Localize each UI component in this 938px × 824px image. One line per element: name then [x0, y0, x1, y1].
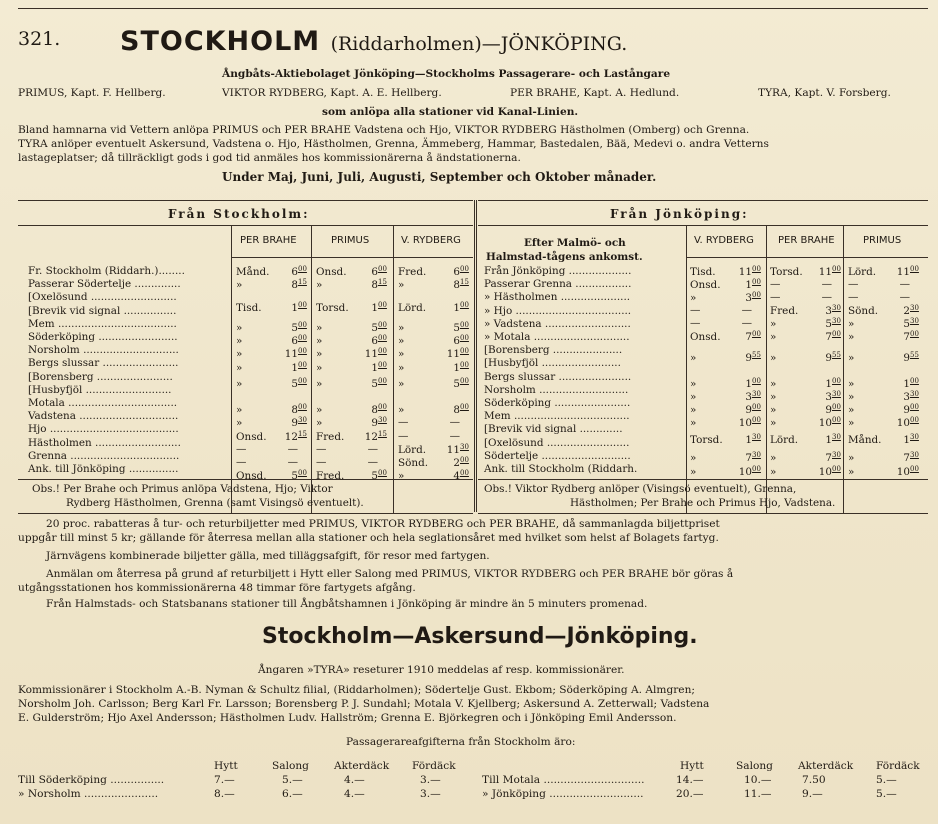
left-stop-15: Ank. till Jönköping ............... — [28, 463, 179, 475]
left-stop-11: Vadstena .............................. — [28, 410, 179, 423]
right-stop-4: » Vadstena .......................... — [484, 317, 631, 330]
fare-left-val-0-3: 3.— — [420, 774, 441, 786]
right-stop-14: Södertelje ........................... — [484, 449, 631, 462]
fare-left-dest-0: Till Söderköping ................ — [18, 774, 165, 786]
right-time-brahe-6: » $9^{55}$ — [770, 351, 841, 364]
section-title: Stockholm—Askersund—Jönköping. — [262, 624, 698, 649]
left-stop-0: Fr. Stockholm (Riddarh.)........ — [28, 265, 185, 277]
ship-brahe: PER BRAHE, Kapt. A. Hedlund. — [510, 87, 680, 99]
left-time-primus-9: » $9^{30}$ — [316, 416, 387, 429]
right-time-brahe-13: » $10^{00}$ — [770, 465, 841, 478]
right-time-primus-5: » $7^{00}$ — [848, 330, 919, 343]
malmo-note-2: Halmstad-tågens ankomst. — [486, 251, 643, 263]
left-time-brahe-4: » $6^{00}$ — [236, 334, 307, 347]
right-stop-5: » Motala ............................. — [484, 331, 630, 343]
left-time-primus-12: — — — [316, 456, 378, 468]
right-time-rydberg-7: » $1^{00}$ — [690, 377, 761, 390]
fare-col-hytt-right: Hytt — [680, 760, 704, 772]
right-heading: Från Jönköping: — [610, 207, 749, 221]
left-time-rydberg-12: Sönd. $2^{00}$ — [398, 456, 469, 469]
left-ship-1: PER BRAHE — [240, 235, 297, 246]
title-sub: (Riddarholmen)—JÖNKÖPING. — [330, 33, 628, 55]
right-time-brahe-2: — — — [770, 291, 832, 303]
right-stop-12: [Brevik vid signal ............. — [484, 423, 623, 436]
left-obs: Obs.! Per Brahe och Primus anlöpa Vadstena, Hjo; Viktor — [32, 483, 333, 495]
top-rule — [18, 8, 928, 9]
right-stop-13: [Oxelösund ......................... — [484, 436, 630, 449]
left-stop-12: Hjo ....................................... — [28, 423, 179, 436]
left-stop-3: [Brevik vid signal ................ — [28, 304, 177, 317]
fare-col-fordack-left: Fördäck — [412, 760, 456, 772]
left-time-rydberg-10: — — — [398, 430, 460, 442]
right-time-primus-7: » $1^{00}$ — [848, 377, 919, 390]
fare-right-val-0-1: 10.— — [744, 774, 772, 786]
left-time-brahe-0: Månd. $6^{00}$ — [236, 265, 307, 278]
commission-line-1: Kommissionärer i Stockholm A.-B. Nyman & Schultz filial, (Riddarholmen); Södertelje Gust. Ekbom; Söderköping A. Almgren; — [18, 684, 695, 696]
right-time-primus-10: » $10^{00}$ — [848, 416, 919, 429]
right-time-rydberg-11: Torsd. $1^{30}$ — [690, 433, 761, 446]
left-obs-2: Rydberg Hästholmen, Grenna (samt Visingsö eventuelt). — [66, 497, 364, 509]
left-time-primus-10: Fred. $12^{15}$ — [316, 430, 387, 443]
left-time-rydberg-13: » $4^{00}$ — [398, 469, 469, 482]
title-main: STOCKHOLM — [120, 26, 321, 57]
fare-left-val-0-0: 7.— — [214, 774, 235, 786]
right-time-brahe-8: » $3^{30}$ — [770, 390, 841, 403]
footnote-5: utgångsstationen hos kommissionärerna 48 timmar före fartygets afgång. — [18, 582, 416, 594]
left-time-primus-13: Fred. $5^{00}$ — [316, 469, 387, 482]
right-stop-10: Söderköping ....................... — [484, 397, 631, 409]
right-obs-2: Hästholmen; Per Brahe och Primus Hjo, Vadstena. — [570, 497, 836, 509]
fare-right-val-1-3: 5.— — [876, 788, 897, 800]
company-line: Ångbåts-Aktiebolaget Jönköping—Stockholms Passagerare- och Lastångare — [222, 68, 671, 80]
left-stop-10: Motala ................................. — [28, 397, 178, 409]
note-line-3: lastageplatser; då tillräckligt gods i god tid anmäles hos kommissionärerna å ändstationerna. — [18, 152, 521, 164]
right-ship-2: PER BRAHE — [778, 235, 835, 246]
left-time-primus-11: — — — [316, 443, 378, 455]
left-time-rydberg-2: Lörd. $1^{00}$ — [398, 301, 469, 314]
canal-line: som anlöpa alla stationer vid Kanal-Linien. — [322, 106, 579, 118]
left-time-rydberg-4: » $6^{00}$ — [398, 334, 469, 347]
right-time-primus-6: » $9^{55}$ — [848, 351, 919, 364]
fare-right-val-0-3: 5.— — [876, 774, 897, 786]
fare-left-val-1-1: 6.— — [282, 788, 303, 800]
left-time-primus-4: » $6^{00}$ — [316, 334, 387, 347]
fare-right-val-0-2: 7.50 — [802, 774, 826, 786]
left-stop-4: Mem .................................... — [28, 317, 177, 330]
left-stop-7: Bergs slussar ....................... — [28, 357, 179, 370]
right-time-brahe-12: » $7^{30}$ — [770, 451, 841, 464]
left-time-rydberg-5: » $11^{00}$ — [398, 347, 469, 360]
left-ship-2: PRIMUS — [331, 235, 370, 246]
table-from-stockholm — [18, 200, 473, 514]
page-number: 321. — [18, 28, 61, 50]
table-from-jonkoping — [478, 200, 928, 514]
right-stop-11: Mem ................................... — [484, 410, 630, 423]
right-time-rydberg-5: Onsd. $7^{00}$ — [690, 330, 761, 343]
right-time-primus-11: Månd. $1^{30}$ — [848, 433, 919, 446]
right-time-rydberg-8: » $3^{30}$ — [690, 390, 761, 403]
fare-col-akterdack-right: Akterdäck — [798, 760, 854, 772]
left-time-brahe-8: » $8^{00}$ — [236, 403, 307, 416]
right-time-primus-4: » $5^{30}$ — [848, 317, 919, 330]
left-time-rydberg-1: » $8^{15}$ — [398, 278, 469, 291]
left-time-brahe-13: Onsd. $5^{00}$ — [236, 469, 307, 482]
right-time-rydberg-6: » $9^{55}$ — [690, 351, 761, 364]
right-stop-1: Passerar Grenna ................. — [484, 278, 632, 291]
left-time-primus-8: » $8^{00}$ — [316, 403, 387, 416]
left-time-primus-6: » $1^{00}$ — [316, 361, 387, 374]
note-line-2: TYRA anlöper eventuelt Askersund, Vadstena o. Hjo, Hästholmen, Grenna, Ämmeberg, Hammar, Bastedalen, Bää, Medevi o. andra Vetterns — [18, 138, 769, 150]
ship-rydberg: VIKTOR RYDBERG, Kapt. A. E. Hellberg. — [222, 87, 442, 99]
right-time-rydberg-2: » $3^{00}$ — [690, 291, 761, 304]
right-stop-15: Ank. till Stockholm (Riddarh. — [484, 463, 638, 475]
right-time-primus-12: » $7^{30}$ — [848, 451, 919, 464]
fare-right-val-1-0: 20.— — [676, 788, 704, 800]
left-time-brahe-6: » $1^{00}$ — [236, 361, 307, 374]
right-stop-6: [Borensberg ..................... — [484, 344, 623, 357]
right-stop-3: » Hjo ................................... — [484, 304, 632, 317]
right-obs: Obs.! Viktor Rydberg anlöper (Visingsö eventuelt), Grenna, — [484, 483, 797, 495]
right-time-brahe-9: » $9^{00}$ — [770, 403, 841, 416]
fare-col-salong-right: Salong — [736, 760, 773, 772]
right-time-primus-0: Lörd. $11^{00}$ — [848, 265, 919, 278]
left-stop-6: Norsholm ............................. — [28, 344, 179, 357]
left-stop-8: [Borensberg ....................... — [28, 370, 173, 383]
left-stop-9: [Husbyfjöl .......................... — [28, 383, 172, 396]
left-time-rydberg-3: » $5^{00}$ — [398, 321, 469, 334]
fare-right-val-1-1: 11.— — [744, 788, 772, 800]
right-time-rydberg-12: » $7^{30}$ — [690, 451, 761, 464]
fare-left-dest-1: » Norsholm ...................... — [18, 788, 159, 800]
fare-left-val-1-3: 3.— — [420, 788, 441, 800]
right-stop-0: Från Jönköping ................... — [484, 265, 632, 277]
right-time-rydberg-3: — — — [690, 304, 752, 316]
fare-left-val-1-0: 8.— — [214, 788, 235, 800]
right-time-primus-1: — — — [848, 278, 910, 290]
left-time-primus-1: » $8^{15}$ — [316, 278, 387, 291]
months-line: Under Maj, Juni, Juli, Augusti, September och Oktober månader. — [222, 170, 657, 184]
left-time-rydberg-7: » $5^{00}$ — [398, 377, 469, 390]
left-time-primus-3: » $5^{00}$ — [316, 321, 387, 334]
footnote-6: Från Halmstads- och Statsbanans stationer till Ångbåtshamnen i Jönköping är mindre än 5 minuters promenad. — [46, 598, 648, 610]
left-time-brahe-5: » $11^{00}$ — [236, 347, 307, 360]
right-stop-9: Norsholm ........................... — [484, 383, 629, 396]
right-time-rydberg-1: Onsd. $1^{00}$ — [690, 278, 761, 291]
left-time-rydberg-9: — — — [398, 416, 460, 428]
right-time-brahe-5: » $7^{00}$ — [770, 330, 841, 343]
footnote-4: Anmälan om återresa på grund af returbiljett i Hytt eller Salong med PRIMUS, VIKTOR RYDBERG och PER BRAHE bör göras å — [46, 568, 734, 580]
right-time-brahe-10: » $10^{00}$ — [770, 416, 841, 429]
right-time-primus-3: Sönd. $2^{30}$ — [848, 304, 919, 317]
left-time-primus-2: Torsd. $1^{00}$ — [316, 301, 387, 314]
left-stop-2: [Oxelösund .......................... — [28, 291, 177, 304]
tyra-line: Ångaren »TYRA» reseturer 1910 meddelas af resp. kommissionärer. — [258, 664, 625, 676]
fare-right-val-0-0: 14.— — [676, 774, 704, 786]
fare-col-akterdack-left: Akterdäck — [334, 760, 390, 772]
right-stop-8: Bergs slussar ...................... — [484, 370, 632, 383]
fare-right-dest-0: Till Motala .............................. — [482, 774, 645, 786]
right-time-primus-2: — — — [848, 291, 910, 303]
right-time-brahe-3: Fred. $3^{30}$ — [770, 304, 841, 317]
left-time-brahe-11: — — — [236, 443, 298, 455]
fare-right-val-1-2: 9.— — [802, 788, 823, 800]
left-ship-3: V. RYDBERG — [401, 235, 461, 246]
fare-col-hytt-left: Hytt — [214, 760, 238, 772]
right-time-primus-13: » $10^{00}$ — [848, 465, 919, 478]
right-time-rydberg-9: » $9^{00}$ — [690, 403, 761, 416]
right-time-brahe-11: Lörd. $1^{30}$ — [770, 433, 841, 446]
right-stop-2: » Hästholmen ..................... — [484, 291, 631, 304]
right-time-rydberg-4: — — — [690, 317, 752, 329]
left-time-rydberg-8: » $8^{00}$ — [398, 403, 469, 416]
left-time-rydberg-0: Fred. $6^{00}$ — [398, 265, 469, 278]
left-time-brahe-9: » $9^{30}$ — [236, 416, 307, 429]
footnote-2: uppgår till minst 5 kr; gällande för återresa mellan alla stationer och hela seglationsåret med hvilket som helst af Bolagets fartyg. — [18, 532, 719, 544]
right-time-primus-9: » $9^{00}$ — [848, 403, 919, 416]
right-time-brahe-7: » $1^{00}$ — [770, 377, 841, 390]
left-time-primus-0: Onsd. $6^{00}$ — [316, 265, 387, 278]
left-time-primus-7: » $5^{00}$ — [316, 377, 387, 390]
footnote-3: Järnvägens kombinerade biljetter gälla, med tilläggsafgift, för resor med fartygen. — [46, 550, 490, 562]
right-time-rydberg-13: » $10^{00}$ — [690, 465, 761, 478]
left-time-brahe-1: » $8^{15}$ — [236, 278, 307, 291]
commission-line-3: E. Gulderström; Hjo Axel Andersson; Hästholmen Ludv. Hallström; Grenna E. Björkegren och i Jönköping Emil Andersson. — [18, 712, 677, 724]
left-stop-1: Passerar Södertelje .............. — [28, 278, 181, 291]
fare-left-val-1-2: 4.— — [344, 788, 365, 800]
footnote-1: 20 proc. rabatteras å tur- och returbiljetter med PRIMUS, VIKTOR RYDBERG och PER BRAHE, då sammanlagda biljettpriset — [46, 518, 720, 530]
right-time-brahe-0: Torsd. $11^{00}$ — [770, 265, 841, 278]
commission-line-2: Norsholm Joh. Carlsson; Berg Karl Fr. Larsson; Borensberg P. J. Sundahl; Motala V. Kjellberg; Askersund A. Zetterwall; Vadstena — [18, 698, 710, 710]
left-time-brahe-7: » $5^{00}$ — [236, 377, 307, 390]
left-stop-13: Hästholmen .......................... — [28, 436, 181, 449]
fare-left-val-0-2: 4.— — [344, 774, 365, 786]
right-time-rydberg-0: Tisd. $11^{00}$ — [690, 265, 761, 278]
left-time-brahe-12: — — — [236, 456, 298, 468]
fares-title: Passagerareafgifterna från Stockholm äro: — [346, 736, 576, 748]
page-title — [120, 26, 627, 57]
table-divider — [474, 200, 477, 512]
right-stop-7: [Husbyfjöl ........................ — [484, 357, 621, 370]
ship-primus: PRIMUS, Kapt. F. Hellberg. — [18, 87, 166, 99]
right-ship-1: V. RYDBERG — [694, 235, 754, 246]
fare-col-fordack-right: Fördäck — [876, 760, 920, 772]
left-heading: Från Stockholm: — [168, 207, 310, 221]
left-stop-5: Söderköping ........................ — [28, 331, 178, 343]
malmo-note: Efter Malmö- och — [524, 237, 626, 249]
right-time-primus-8: » $3^{30}$ — [848, 390, 919, 403]
left-time-primus-5: » $11^{00}$ — [316, 347, 387, 360]
left-time-brahe-10: Onsd. $12^{15}$ — [236, 430, 307, 443]
right-time-brahe-4: » $5^{30}$ — [770, 317, 841, 330]
left-time-rydberg-6: » $1^{00}$ — [398, 361, 469, 374]
fare-left-val-0-1: 5.— — [282, 774, 303, 786]
ship-tyra: TYRA, Kapt. V. Forsberg. — [758, 87, 891, 99]
fare-right-dest-1: » Jönköping ............................ — [482, 788, 644, 800]
right-ship-3: PRIMUS — [863, 235, 902, 246]
left-time-brahe-3: » $5^{00}$ — [236, 321, 307, 334]
right-time-rydberg-10: » $10^{00}$ — [690, 416, 761, 429]
note-line-1: Bland hamnarna vid Vettern anlöpa PRIMUS och PER BRAHE Vadstena och Hjo, VIKTOR RYDBERG Hästholmen (Omberg) och Grenna. — [18, 124, 750, 136]
right-time-brahe-1: — — — [770, 278, 832, 290]
left-time-rydberg-11: Lörd. $11^{30}$ — [398, 443, 469, 456]
left-time-brahe-2: Tisd. $1^{00}$ — [236, 301, 307, 314]
left-stop-14: Grenna ................................. — [28, 449, 180, 462]
fare-col-salong-left: Salong — [272, 760, 309, 772]
